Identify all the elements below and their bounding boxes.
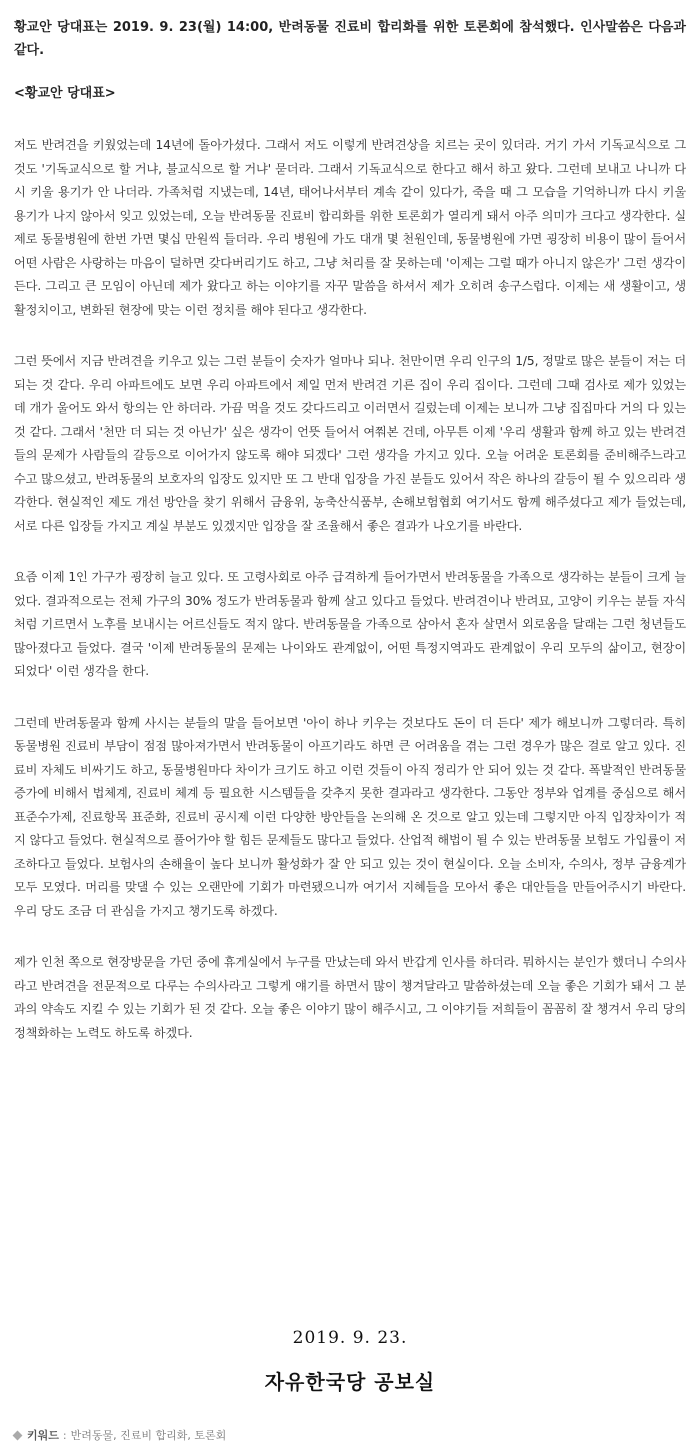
keyword-links[interactable]: 반려동물, 진료비 합리화, 토론회 bbox=[70, 1429, 227, 1442]
speech-paragraph-4: 그런데 반려동물과 함께 사시는 분들의 말을 들어보면 '아이 하나 키우는 것보다도 돈이 더 든다' 제가 해보니까 그렇더라. 특히 동물병원 진료비 부담이 점점 많아져가면서 반려동물이 아프기라도 하면 큰 어려움을 겪는 그런 경우가 많은 걸로 알고 있다. 진료비 자체도 비싸기도 하고, 동물병원마다 차이가 크기도 하고 이런 것들이 아직 정리가 안 되어 있는 것 같다. 폭발적인 반려동물 증가에 비해서 법체계, 진료비 체계 등 필요한 시스템들을 갖추지 못한 결과라고 생각한다. 그동안 정부와 업계를 중심으로 해서 표준수가제, 진료항목 표준화, 진료비 공시제 이런 다양한 방안들을 논의해 온 것으로 알고 있는데 그렇지만 아직 입장차이가 적지 않다고 들었다. 현실적으로 풀어가야 할 힘든 문제들도 많다고 들었다. 산업적 해법이 될 수 있는 반려동물 보험도 가입률이 저조하다고 들었다. 보험사의 손해율이 높다 보니까 활성화가 잘 안 되고 있는 것이 현실이다. 오늘 소비자, 수의사, 정부 금융계가 모두 모였다. 머리를 맞댈 수 있는 오랜만에 기회가 마련됐으니까 여기서 지혜들을 모아서 좋은 대안들을 만들어주시기 바란다. 우리 당도 조금 더 관심을 가지고 챙기도록 하겠다. bbox=[14, 715, 686, 918]
speech-paragraph-2: 그런 뜻에서 지금 반려견을 키우고 있는 그런 분들이 숫자가 얼마나 되나. 천만이면 우리 인구의 1/5, 정말로 많은 분들이 저는 더 되는 것 같다. 우리 아파트에도 보면 우리 아파트에서 제일 먼저 반려견 기른 집이 우리 집이다. 그런데 그때 검사로 제가 있었는데 개가 울어도 와서 항의는 안 하더라. 가끔 먹을 것도 갖다드리고 이러면서 길렀는데 이제는 보니까 그냥 집집마다 거의 다 있는 것 같다. 그래서 '천만 더 되는 것 아닌가' 싶은 생각이 언뜻 들어서 여쭤본 건데, 아무튼 이제 '우리 생활과 함께 하고 있는 반려견들의 문제가 사람들의 갈등으로 이어가지 않도록 해야 되겠다' 그런 생각을 가지고 있다. 오늘 어려운 토론회를 준비해주느라고 수고 많으셨고, 반려동물의 보호자의 입장도 있지만 또 그 반대 입장을 가진 분들도 있어서 작은 하나의 갈등이 될 수 있으리라 생각한다. 현실적인 제도 개선 방안을 찾기 위해서 금융위, 농축산식품부, 손해보험협회 여기서도 함께 해주셨다고 제가 들었는데, 서로 다른 입장들 가지고 계실 부분도 있겠지만 입장을 잘 조율해서 좋은 결과가 나오기를 바란다. bbox=[14, 354, 686, 533]
speech-paragraph-1: 저도 반려견을 키웠었는데 14년에 돌아가셨다. 그래서 저도 이렇게 반려견상을 치르는 곳이 있더라. 거기 가서 기독교식으로 그것도 '기독교식으로 할 거냐, 불교식으로 할 거냐' 묻더라. 그래서 기독교식으로 한다고 해서 하고 왔다. 그런데 보내고 나니까 다시 키울 용기가 안 나더라. 가족처럼 지냈는데, 14년, 태어나서부터 계속 같이 있다가, 죽을 때 그 모습을 기억하니까 다시 키울 용기가 나지 않아서 잊고 있었는데, 오늘 반려동물 진료비 합리화를 위한 토론회가 열리게 돼서 아주 의미가 크다고 생각한다. 실제로 동물병원에 한번 가면 몇십 만원씩 들더라. 우리 병원에 가도 대개 몇 천원인데, 동물병원에 가면 굉장히 비용이 많이 들어서 어떤 사람은 사랑하는 마음이 덜하면 갖다버리기도 하고, 그냥 처리를 잘 못하는데 '이제는 그럴 때가 아니지 않은가' 그런 생각이 든다. 그리고 큰 모임이 아닌데 제가 왔다고 하는 이야기를 자꾸 말씀을 하셔서 제가 오히려 송구스럽다. 이제는 새 생활이고, 생활정치이고, 변화된 현장에 맞는 이런 정치를 해야 된다고 생각한다. bbox=[14, 138, 686, 317]
keywords-label: 키워드 bbox=[27, 1429, 59, 1442]
signature-office: 자유한국당 공보실 bbox=[264, 1370, 436, 1394]
signature-date: 2019. 9. 23. bbox=[292, 1328, 408, 1348]
speaker-heading: <황교안 당대표> bbox=[14, 86, 116, 101]
keywords-separator: : bbox=[62, 1428, 67, 1442]
intro-paragraph: 황교안 당대표는 2019. 9. 23(월) 14:00, 반려동물 진료비 합리화를 위한 토론회에 참석했다. 인사말씀은 다음과 같다. bbox=[14, 20, 686, 58]
speech-body bbox=[14, 134, 686, 1045]
speech-paragraph-3: 요즘 이제 1인 가구가 굉장히 늘고 있다. 또 고령사회로 아주 급격하게 들어가면서 반려동물을 가족으로 생각하는 분들이 크게 늘었다. 결과적으로는 전체 가구의 30% 정도가 반려동물과 함께 살고 있다고 들었다. 반려견이나 반려묘, 고양이 키우는 분들 자식처럼 기르면서 노후를 보내시는 어르신들도 적지 않다. 반려동물을 가족으로 삼아서 혼자 살면서 외로움을 달래는 그런 청년들도 많아졌다고 들었다. 결국 '이제 반려동물의 문제는 나이와도 관계없이, 어떤 특정지역과도 관계없이 우리 모두의 삶이고, 현장이 되었다' 이런 생각을 한다. bbox=[14, 570, 686, 678]
diamond-bullet-icon bbox=[14, 1431, 23, 1440]
keywords-bar bbox=[14, 1427, 226, 1443]
speech-paragraph-5: 제가 인천 쪽으로 현장방문을 가던 중에 휴게실에서 누구를 만났는데 와서 반갑게 인사를 하더라. 뭐하시는 분인가 했더니 수의사라고 반려견을 전문적으로 다루는 수의사라고 그렇게 얘기를 하면서 많이 챙겨달라고 말씀하셨는데 오늘 좋은 기회가 돼서 그 분과의 약속도 지킬 수 있는 기회가 된 것 같다. 오늘 좋은 이야기 많이 해주시고, 그 이야기들 저희들이 꼼꼼히 잘 챙겨서 우리 당의 정책화하는 노력도 하도록 하겠다. bbox=[14, 955, 686, 1040]
